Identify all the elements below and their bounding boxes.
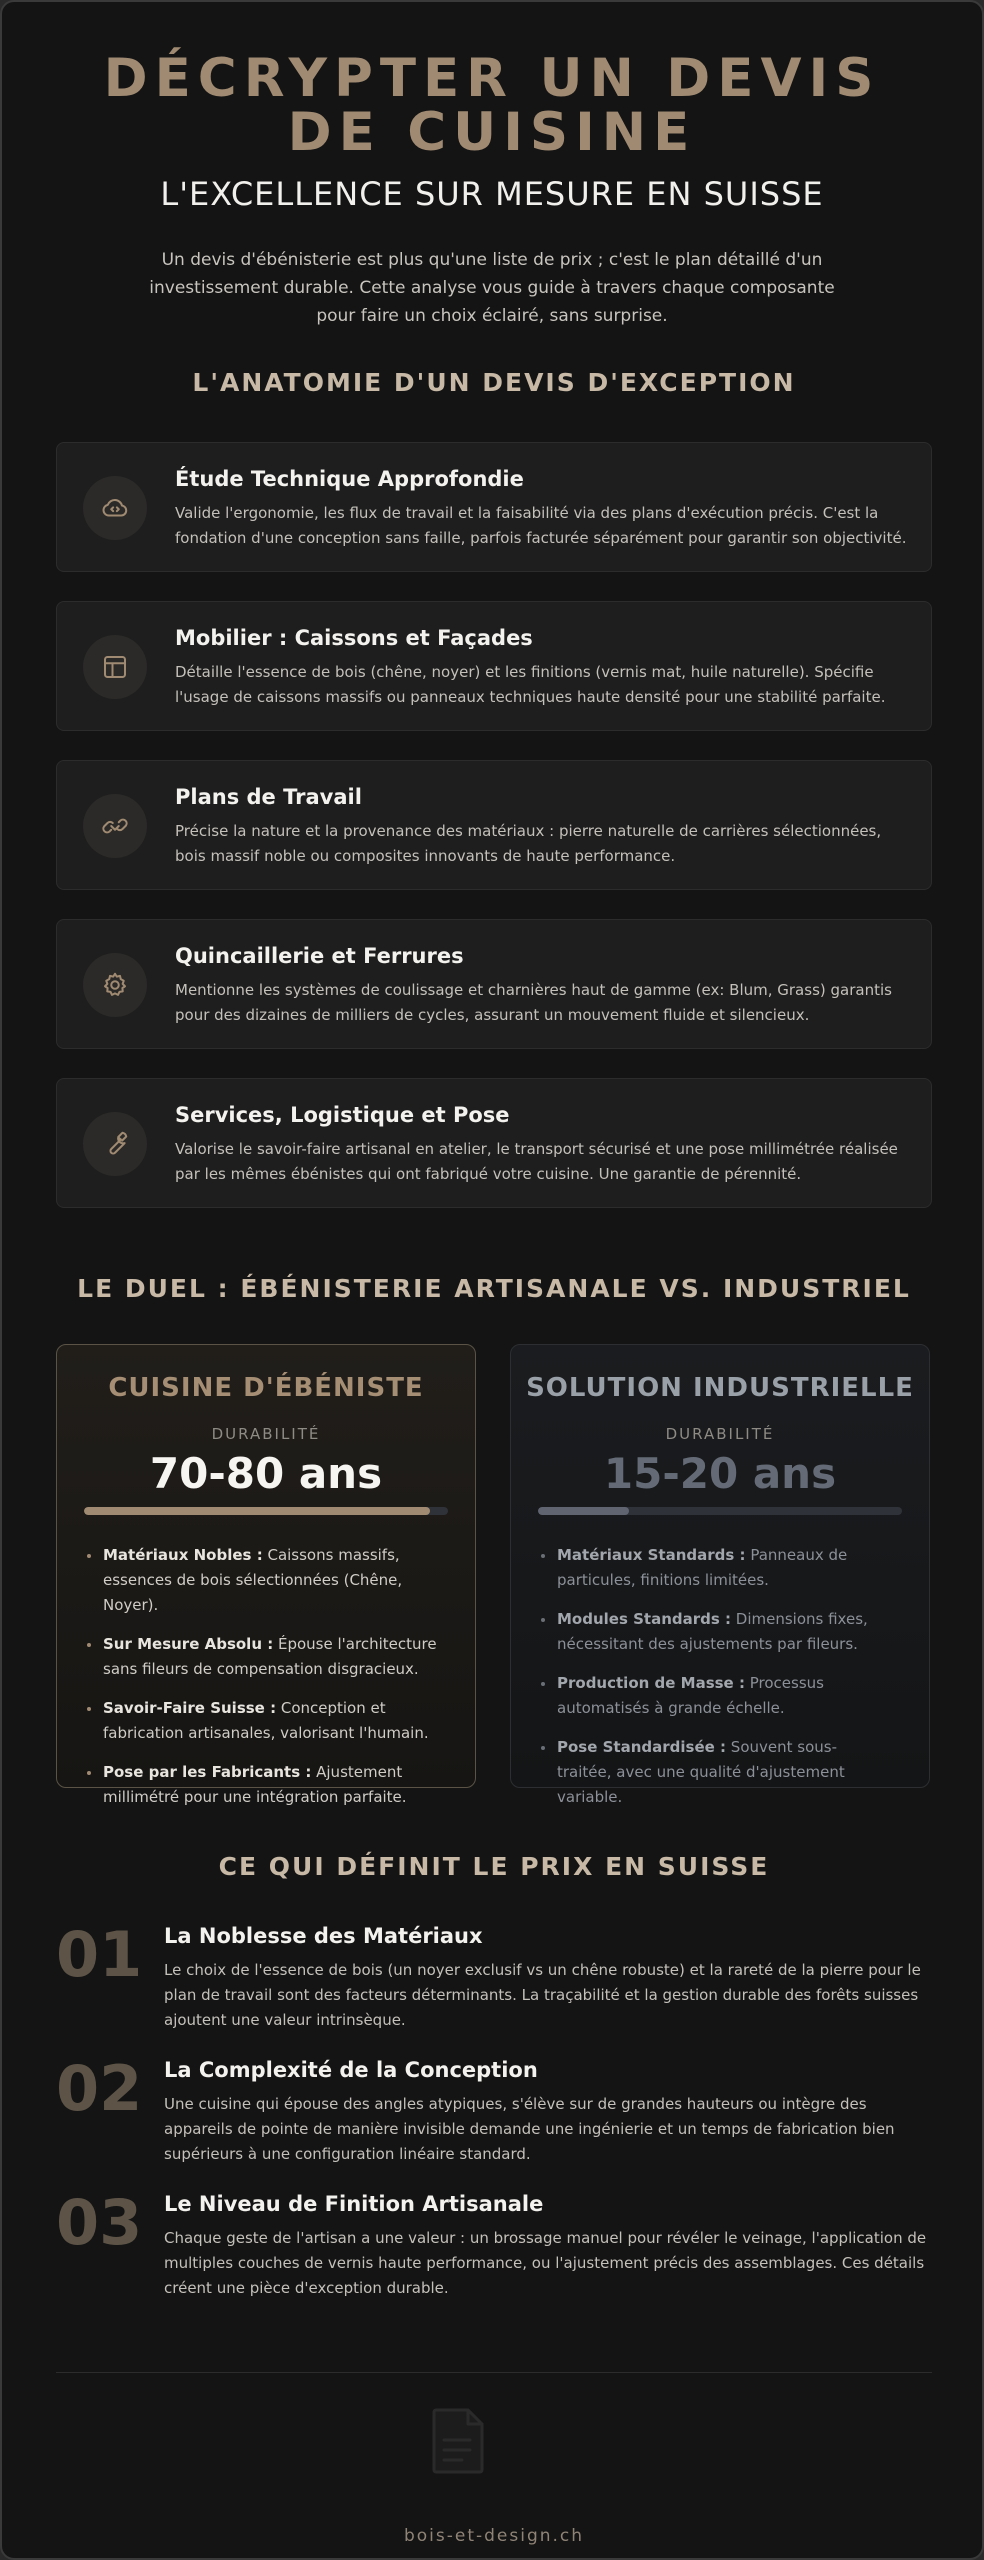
durability-bar-fill [84,1507,430,1515]
artisan-title: CUISINE D'ÉBÉNISTE [108,1373,424,1403]
artisan-column [56,1344,476,1806]
card-description: Valide l'ergonomie, les flux de travail et la faisabilité via des plans d'exécution précis. C'est la fondation d'une conception sans faille, parfois facturée séparément pour garantir son objectivité. [175,504,907,547]
page-subtitle: L'EXCELLENCE SUR MESURE EN SUISSE [160,175,824,213]
durability-value: 15-20 ans [603,1449,837,1498]
list-item: Matériaux Nobles : Caissons massifs, essences de bois sélectionnées (Chêne, Noyer). [87,1543,437,1618]
factor-description: Chaque geste de l'artisan a une valeur : un brossage manuel pour révéler le veinage, l'application de multiples couches de vernis haute performance, ou l'ajustement précis des assemblages. Ces détails créent une pièce d'exception durable. [164,2229,927,2297]
card-description: Détaille l'essence de bois (chêne, noyer) et les finitions (vernis mat, huile naturelle). Spécifie l'usage de caissons massifs ou panneaux techniques haute densité pour une stabilité parfaite. [175,663,886,706]
durability-bar [538,1507,902,1515]
factor-description: Le choix de l'essence de bois (un noyer exclusif vs un chêne robuste) et la rareté de la pierre pour le plan de travail sont des facteurs déterminants. La traçabilité et la gestion durable des forêts suisses ajoutent une valeur intrinsèque. [164,1961,921,2029]
industrial-title: SOLUTION INDUSTRIELLE [526,1373,914,1403]
pricing-section-title: CE QUI DÉFINIT LE PRIX EN SUISSE [218,1852,770,1881]
industrial-points [541,1543,891,1810]
card-title: Plans de Travail [175,785,362,809]
artisan-points [87,1543,437,1810]
durability-bar [84,1507,448,1515]
factor-number: 03 [56,2186,143,2259]
card-description: Précise la nature et la provenance des matériaux : pierre naturelle de carrières sélectionnées, bois massif noble ou composites innovants de haute performance. [175,822,882,865]
link-icon [83,794,147,858]
footer-website[interactable]: bois-et-design.ch [403,2526,585,2546]
intro-paragraph: Un devis d'ébénisterie est plus qu'une liste de prix ; c'est le plan détaillé d'un investissement durable. Cette analyse vous guide à travers chaque composante pour faire un choix éclairé, sans surprise. [149,250,835,326]
list-item: Pose Standardisée : Souvent sous-traitée, avec une qualité d'ajustement variable. [541,1735,891,1810]
card-title: Mobilier : Caissons et Façades [175,626,533,650]
anatomy-card-quincaillerie [56,919,932,1049]
durability-bar-fill [538,1507,629,1515]
card-description: Mentionne les systèmes de coulissage et charnières haut de gamme (ex: Blum, Grass) garantis pour des dizaines de milliers de cycles, assurant un mouvement fluide et silencieux. [175,981,892,1024]
card-description: Valorise le savoir-faire artisanal en atelier, le transport sécurisé et une pose millimétrée réalisée par les mêmes ébénistes qui ont fabriqué votre cuisine. Une garantie de pérennité. [175,1140,898,1183]
document-icon [428,2406,488,2476]
card-title: Étude Technique Approfondie [175,467,524,491]
list-item: Production de Masse : Processus automatisés à grande échelle. [541,1671,891,1721]
anatomy-section-title: L'ANATOMIE D'UN DEVIS D'EXCEPTION [192,368,796,397]
anatomy-card-mobilier [56,601,932,731]
wrench-icon [83,1112,147,1176]
durability-label: DURABILITÉ [665,1425,775,1443]
factor-title: La Noblesse des Matériaux [164,1924,483,1948]
factor-number: 01 [56,1918,143,1991]
durability-label: DURABILITÉ [211,1425,321,1443]
anatomy-card-services [56,1078,932,1208]
card-title: Services, Logistique et Pose [175,1103,510,1127]
list-item: Pose par les Fabricants : Ajustement millimétré pour une intégration parfaite. [87,1760,437,1810]
factor-number: 02 [56,2052,143,2125]
page-header [2,2,982,330]
factor-title: Le Niveau de Finition Artisanale [164,2192,544,2216]
list-item: Matériaux Standards : Panneaux de particules, finitions limitées. [541,1543,891,1593]
industrial-column [510,1344,930,1806]
factor-description: Une cuisine qui épouse des angles atypiques, s'élève sur de grandes hauteurs ou intègre des appareils de pointe de manière invisible demande une ingénierie et un temps de fabrication bien supérieurs à une configuration linéaire standard. [164,2095,895,2163]
list-item: Savoir-Faire Suisse : Conception et fabrication artisanales, valorisant l'humain. [87,1696,437,1746]
footer-divider [56,2372,932,2373]
anatomy-card-etude [56,442,932,572]
card-title: Quincaillerie et Ferrures [175,944,464,968]
duel-section-title: LE DUEL : ÉBÉNISTERIE ARTISANALE VS. INDUSTRIEL [77,1274,911,1303]
layout-icon [83,635,147,699]
list-item: Modules Standards : Dimensions fixes, nécessitant des ajustements par fileurs. [541,1607,891,1657]
page-title: DÉCRYPTER UN DEVIS DE CUISINE [103,48,881,163]
list-item: Sur Mesure Absolu : Épouse l'architecture sans fileurs de compensation disgracieux. [87,1632,437,1682]
durability-value: 70-80 ans [149,1449,383,1498]
factor-title: La Complexité de la Conception [164,2058,538,2082]
gear-icon [83,953,147,1017]
anatomy-card-plans [56,760,932,890]
cloud-code-icon [83,476,147,540]
